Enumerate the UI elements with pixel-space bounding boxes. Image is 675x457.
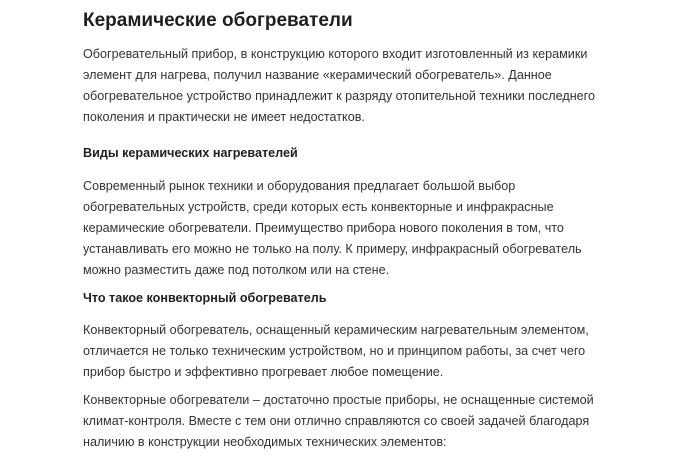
- types-line: обогревательных устройств, среди которых есть конвекторные и инфракрасные: [83, 200, 554, 214]
- convector-line: климат-контроля. Вместе с тем они отлично справляются со своей задачей благодаря: [83, 414, 590, 428]
- types-line: устанавливать его можно не только на полу. К примеру, инфракрасный обогреватель: [83, 242, 582, 256]
- convector-line: наличию в конструкции необходимых технических элементов:: [83, 435, 447, 449]
- types-paragraph: [83, 176, 582, 281]
- convector-paragraph-2: [83, 390, 594, 453]
- convector-line: отличается не только техническим устройством, но и принципом работы, за счет чего: [83, 344, 586, 358]
- intro-paragraph: [83, 44, 595, 128]
- intro-line: элемент для нагрева, получил название «керамический обогреватель». Данное: [83, 68, 552, 82]
- intro-line: поколения и практически не имеет недостатков.: [83, 110, 365, 124]
- intro-line: обогревательное устройство принадлежит к разряду отопительной техники последнего: [83, 89, 595, 103]
- article-title: Керамические обогреватели: [83, 10, 353, 31]
- section-heading-convector: Что такое конвекторный обогреватель: [83, 291, 327, 305]
- convector-line: Конвекторный обогреватель, оснащенный керамическим нагревательным элементом,: [83, 323, 589, 337]
- types-line: Современный рынок техники и оборудования предлагает большой выбор: [83, 179, 516, 193]
- convector-line: Конвекторные обогреватели – достаточно простые приборы, не оснащенные системой: [83, 393, 594, 407]
- intro-line: Обогревательный прибор, в конструкцию которого входит изготовленный из керамики: [83, 47, 588, 61]
- convector-paragraph-1: [83, 320, 589, 383]
- section-heading-types: Виды керамических нагревателей: [83, 146, 298, 160]
- types-line: керамические обогреватели. Преимущество прибора нового поколения в том, что: [83, 221, 564, 235]
- types-line: можно разместить даже под потолком или на стене.: [83, 263, 390, 277]
- convector-line: прибор быстро и эффективно прогревает любое помещение.: [83, 365, 444, 379]
